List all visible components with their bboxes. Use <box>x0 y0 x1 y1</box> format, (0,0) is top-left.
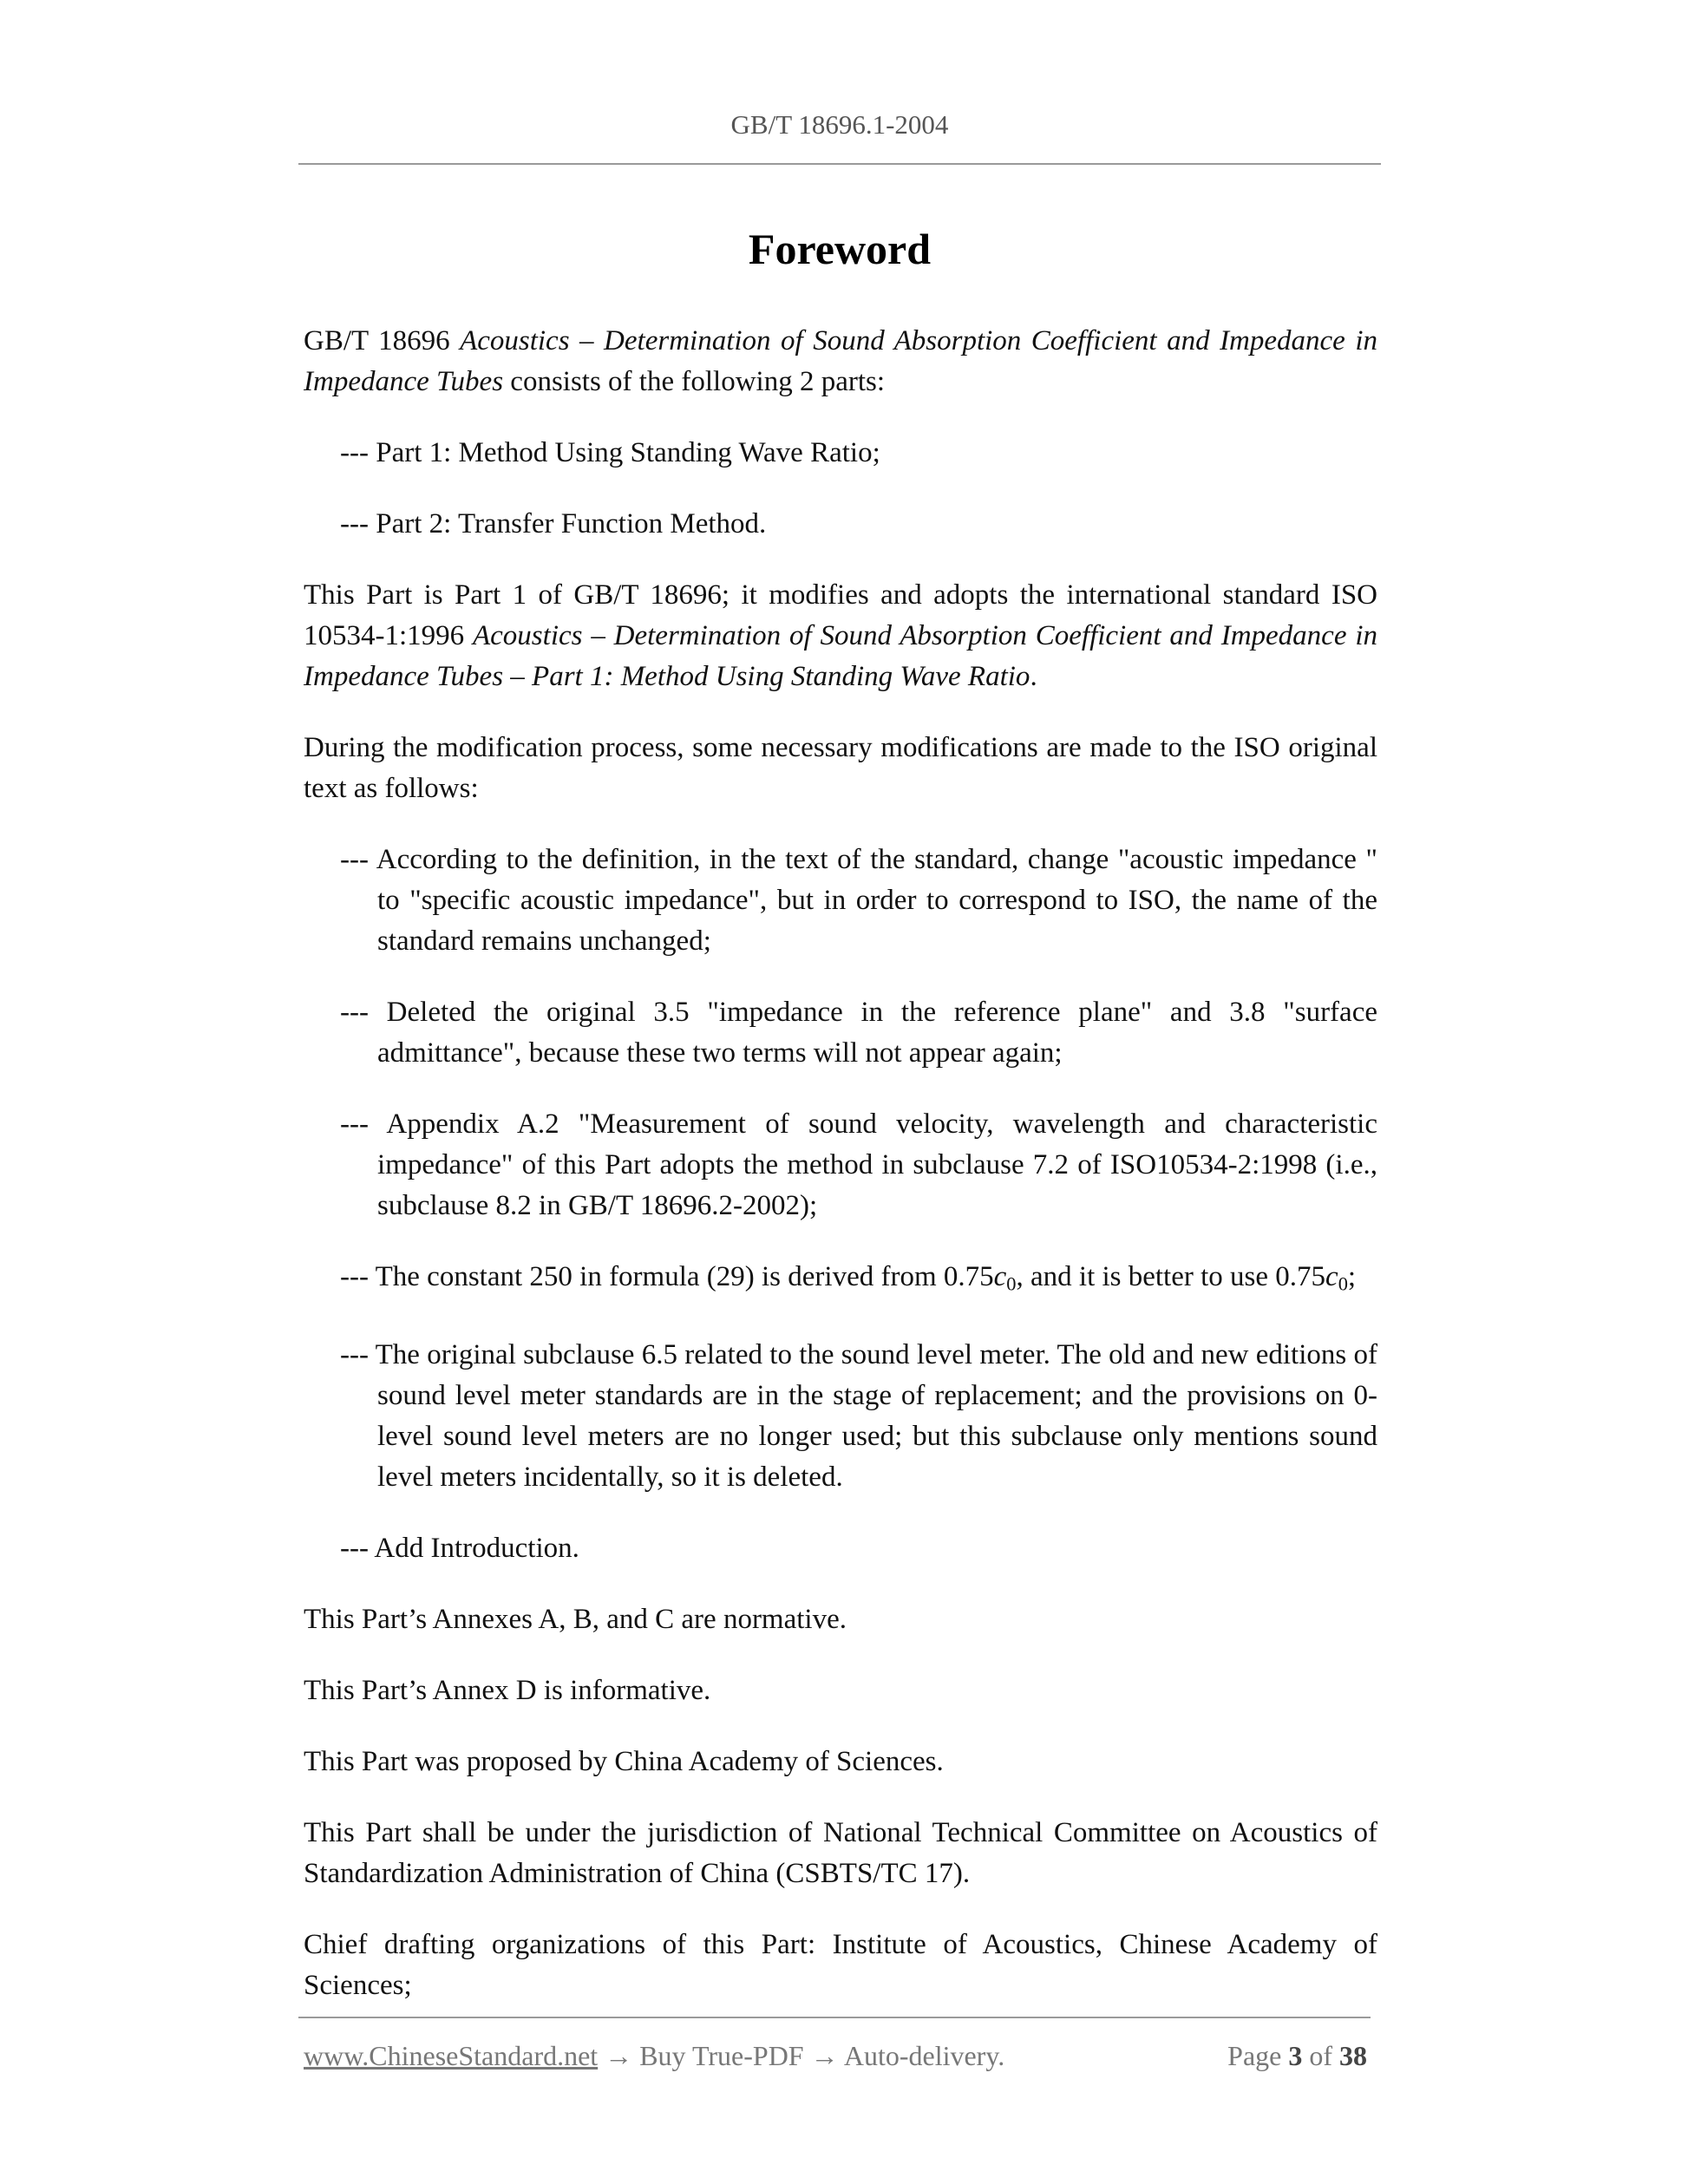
annex-informative-paragraph: This Part’s Annex D is informative. <box>304 1674 711 1706</box>
modification-item: --- Add Introduction. <box>340 1532 579 1564</box>
running-header: GB/T 18696.1-2004 <box>730 109 949 140</box>
modification-intro: During the modification process, some necessary modifications are made to the ISO original text as follows: <box>304 732 1377 804</box>
modification-item: --- The original subclause 6.5 related to the sound level meter. The old and new editions of sound level meter standards are in the stage of replacement; and the provisions on 0-level sound level meters are no longer used; but this subclause only mentions sound level meters incidentally, so it is deleted. <box>340 1338 1377 1493</box>
jurisdiction-paragraph: This Part shall be under the jurisdiction of National Technical Committee on Acoustics of Standardization Administration of China (CSBTS/TC 17). <box>304 1816 1377 1889</box>
standard-title: Acoustics – Determination of Sound Absorption Coefficient and Impedance in Impedance Tubes <box>304 325 1377 397</box>
adoption-paragraph: This Part is Part 1 of GB/T 18696; it modifies and adopts the international standard ISO 10534-1:1996 Acoustics – Determination of Sound Absorption Coefficient and Impedance in Impedance Tubes – Part 1: Method Using Standing Wave Ratio. <box>304 579 1377 692</box>
page-indicator: Page 3 of 38 <box>1227 2040 1367 2071</box>
part-list-item: --- Part 2: Transfer Function Method. <box>340 508 767 539</box>
header-divider <box>298 163 1381 165</box>
modification-item: --- Appendix A.2 "Measurement of sound velocity, wavelength and characteristic impedance" of this Part adopts the method in subclause 7.2 of ISO10534-2:1998 (i.e., subclause 8.2 in GB/T 18696.2-2002); <box>340 1108 1377 1221</box>
annex-normative-paragraph: This Part’s Annexes A, B, and C are normative. <box>304 1603 847 1635</box>
modification-item: --- Deleted the original 3.5 "impedance in the reference plane" and 3.8 "surface admittance", because these two terms will not appear again; <box>340 997 1377 1069</box>
footer-promo: www.ChineseStandard.net → Buy True-PDF → Auto-delivery. <box>304 2040 1005 2071</box>
total-pages: 38 <box>1339 2040 1367 2071</box>
proposer-paragraph: This Part was proposed by China Academy of Sciences. <box>304 1745 944 1777</box>
modification-item: --- The constant 250 in formula (29) is derived from $0.75c_0$, and it is better to use $0.75c_0$; <box>340 1261 1357 1295</box>
modification-item: --- According to the definition, in the text of the standard, change "acoustic impedance " to "specific acoustic impedance", but in order to correspond to ISO, the name of the standard remains unchanged; <box>340 844 1377 957</box>
document-body <box>304 321 1377 2037</box>
intro-paragraph: GB/T 18696 Acoustics – Determination of Sound Absorption Coefficient and Impedance in Impedance Tubes consists of the following 2 parts: <box>304 325 1377 397</box>
site-link[interactable]: www.ChineseStandard.net <box>304 2040 599 2071</box>
arrow-icon: → <box>803 2040 844 2071</box>
page-title: Foreword <box>748 225 932 273</box>
iso-title: Acoustics – Determination of Sound Absorption Coefficient and Impedance in Impedance Tubes – Part 1: Method Using Standing Wave Ratio <box>304 620 1377 692</box>
drafting-org-paragraph: Chief drafting organizations of this Part: Institute of Acoustics, Chinese Academy of Sciences; <box>304 1928 1377 2001</box>
arrow-icon: → <box>598 2040 640 2071</box>
part-list-item: --- Part 1: Method Using Standing Wave Ratio; <box>340 437 880 468</box>
current-page: 3 <box>1288 2040 1303 2071</box>
footer-divider <box>298 2017 1371 2018</box>
